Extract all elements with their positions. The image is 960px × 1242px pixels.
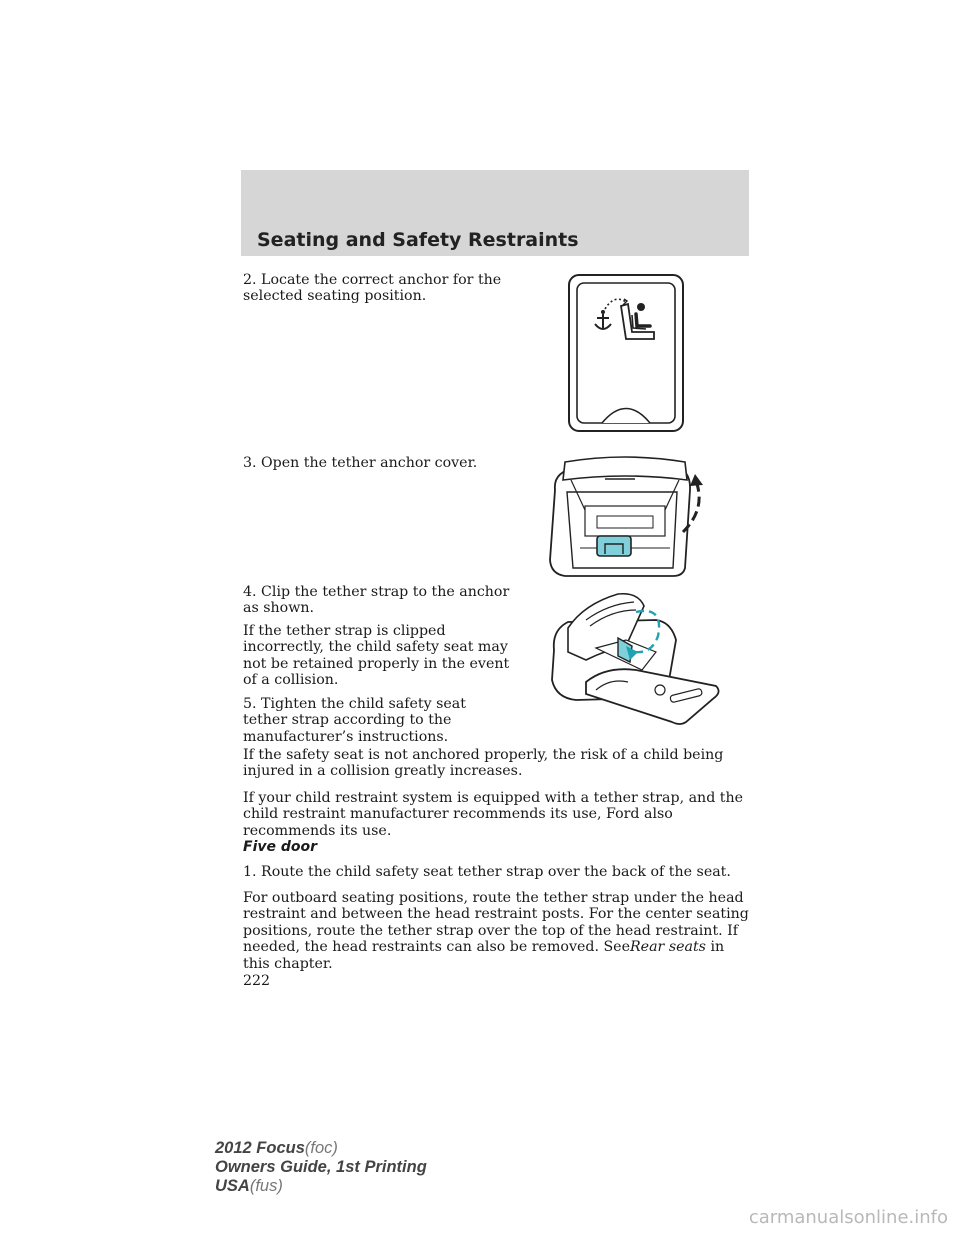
section-title: Seating and Safety Restraints [257, 229, 579, 251]
footer-guide: Owners Guide, 1st Printing [215, 1158, 427, 1176]
footer-model: 2012 Focus [215, 1139, 305, 1157]
tether-clip-figure [546, 590, 720, 726]
watermark: carmanualsonline.info [748, 1207, 948, 1228]
step-3: 3. Open the tether anchor cover. [243, 455, 478, 471]
anchor-cover-figure [566, 272, 686, 434]
para-outboard-text: For outboard seating positions, route the tether strap under the head restraint and between the head restraint posts. For the center seating positions, route the tether strap over the top of the head restraint. If needed, the head restraints can also be removed. See [243, 890, 749, 956]
page-number: 222 [243, 973, 271, 989]
rear-seats-reference: Rear seats [629, 939, 706, 956]
section-header [241, 170, 749, 256]
para-outboard-end: in this chapter. [243, 939, 725, 972]
step-2: 2. Locate the correct anchor for the selected seating position. [243, 272, 502, 305]
footer-market: USA [215, 1177, 250, 1195]
para-anchor-risk: If the safety seat is not anchored properly, the risk of a child being injured in a collision greatly increases. [243, 747, 724, 780]
step-4: 4. Clip the tether strap to the anchor as shown. [243, 584, 510, 617]
subhead-five-door: Five door [243, 839, 318, 855]
footer-model-code: (foc) [304, 1139, 338, 1157]
para-outboard [243, 890, 753, 972]
print-footer [215, 1139, 427, 1196]
step-5: 5. Tighten the child safety seat tether strap according to the manufacturer’s instructions. [243, 696, 466, 745]
para-recommend: If your child restraint system is equipped with a tether strap, and the child restraint manufacturer recommends its use, Ford also recommends its use. [243, 790, 744, 839]
step-1-five-door: 1. Route the child safety seat tether strap over the back of the seat. [243, 864, 731, 880]
footer-market-code: (fus) [249, 1177, 283, 1195]
warning-clip-incorrect: If the tether strap is clipped incorrectly, the child safety seat may not be retained properly in the event of a collision. [243, 623, 510, 689]
open-cover-figure [545, 450, 717, 580]
